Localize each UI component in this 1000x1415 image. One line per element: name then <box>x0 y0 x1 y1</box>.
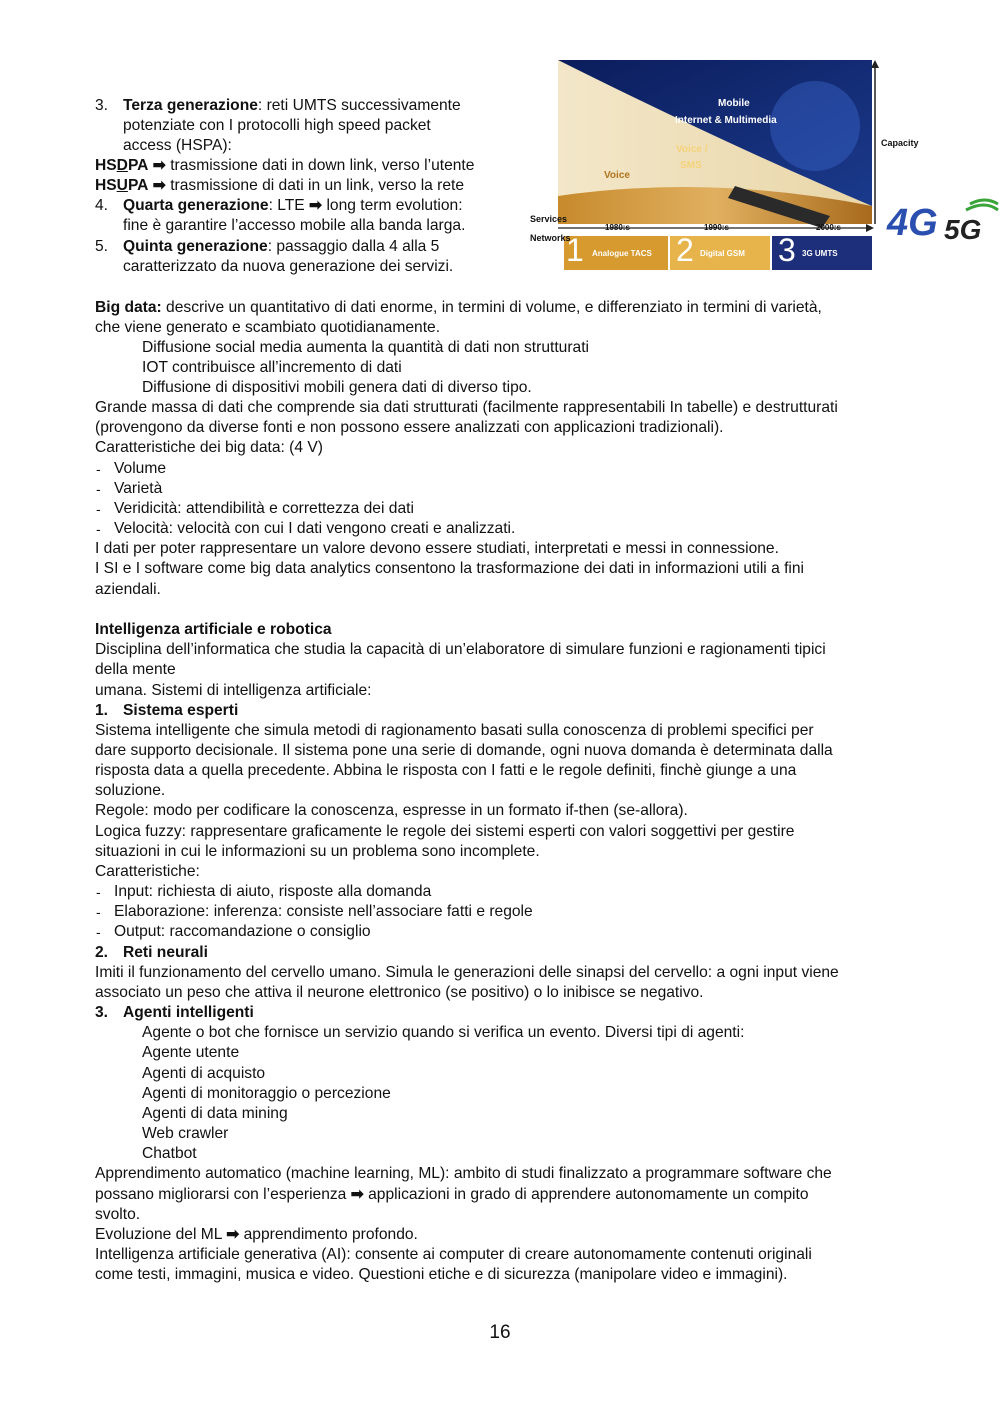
label-voice-sms-2: SMS <box>680 160 702 171</box>
label-1980s: 1980:s <box>605 223 630 232</box>
hsdpa-text: trasmissione dati in down link, verso l’utente <box>170 157 475 174</box>
bigdata-line6: Grande massa di dati che comprende sia dati strutturati (facilmente rappresentabili In tabelle) e destrutturati <box>95 399 838 416</box>
s1-c1: Input: richiesta di aiuto, risposte alla domanda <box>114 883 432 900</box>
s1-c3: Output: raccomandazione o consiglio <box>114 923 371 940</box>
logo-4g: 4G <box>887 202 938 244</box>
s1-c2: Elaborazione: inferenza: consiste nell’associare fatti e regole <box>114 903 533 920</box>
bigdata-v1: Volume <box>114 460 167 477</box>
label-voice: Voice <box>604 170 630 181</box>
hsupa-text: trasmissione di dati in un link, verso la rete <box>170 177 465 194</box>
item5-content: Quinta generazione: passaggio dalla 4 alla 5 <box>123 238 440 255</box>
s2-line1: Imiti il funzionamento del cervello umano. Simula le generazioni delle sinapsi del cervello: a ogni input viene <box>95 964 839 981</box>
bigdata-title: Big data: <box>95 299 162 316</box>
label-internet-multimedia: Internet & Multimedia <box>675 115 777 126</box>
bigdata-line2: che viene generato e scambiato quotidianamente. <box>95 319 441 336</box>
agents-line4: Agenti di monitoraggio o percezione <box>142 1085 391 1102</box>
ai-line1: Disciplina dell’informatica che studia la capacità di un’elaboratore di simulare funzioni e ragionamenti tipici <box>95 641 826 658</box>
label-mobile: Mobile <box>718 98 750 109</box>
agents-line3: Agenti di acquisto <box>142 1065 266 1082</box>
logo-5g: 5G <box>944 214 982 245</box>
item3-content <box>123 96 461 116</box>
label-voice-sms-1: Voice / <box>676 144 708 155</box>
ml-line1: Apprendimento automatico (machine learning, ML): ambito di studi finalizzato a programmare software che <box>95 1165 832 1182</box>
ml-line4: Evoluzione del ML ➡ apprendimento profondo. <box>95 1226 418 1243</box>
item3-number: 3. <box>95 97 109 114</box>
section-1-title: Sistema esperti <box>123 702 239 719</box>
page-number: 16 <box>489 1322 511 1343</box>
item5-title: Quinta generazione <box>123 238 268 255</box>
bigdata-line3: Diffusione social media aumenta la quantità di dati non strutturati <box>142 339 589 356</box>
item3-title: Terza generazione <box>123 97 258 114</box>
hsupa-line <box>95 176 464 196</box>
genai-line2: come testi, immagini, musica e video. Questioni etiche e di sicurezza (manipolare video e immagini). <box>95 1266 788 1283</box>
section-2-title: Reti neurali <box>123 944 208 961</box>
s2-line2: associato un peso che attiva il neurone elettronico (se positivo) o lo inibisce se negativo. <box>95 984 704 1001</box>
dash-bullet: - <box>96 461 101 477</box>
agents-line7: Chatbot <box>142 1145 197 1162</box>
agents-line5: Agenti di data mining <box>142 1105 288 1122</box>
bigdata-line4: IOT contribuisce all’incremento di dati <box>142 359 402 376</box>
bigdata-line10: I SI e I software come big data analytics consentono la trasformazione dei dati in informazioni utili a fini <box>95 560 805 577</box>
label-capacity: Capacity <box>881 138 919 148</box>
arrow-icon: ➡ <box>152 177 166 194</box>
label-1990s: 1990:s <box>704 223 729 232</box>
generation-2-number: 2 <box>676 232 694 268</box>
item5-line1 <box>95 237 440 257</box>
s1-line5: Regole: modo per codificare la conoscenza, espresse in un formato if-then (se-allora). <box>95 802 688 819</box>
bigdata-v2: Varietà <box>114 480 163 497</box>
section-3-heading: 3. Agenti intelligenti <box>95 1004 254 1021</box>
item3-line3: access (HSPA): <box>123 137 232 154</box>
hsupa-acronym: HSUPA <box>95 177 149 194</box>
agents-line1: Agente o bot che fornisce un servizio quando si verifica un evento. Diversi tipi di agenti: <box>142 1024 745 1041</box>
label-networks: Networks <box>530 233 571 243</box>
bigdata-line7: (provengono da diverse fonti e non possono essere analizzati con applicazioni tradizionali). <box>95 419 724 436</box>
s1-line3: risposta data a quella precedente. Abbina le risposta con I fatti e le regole definiti, finchè giunge a una <box>95 762 797 779</box>
bigdata-line9: I dati per poter rappresentare un valore devono essere studiati, interpretati e messi in connessione. <box>95 540 779 557</box>
item5-line2: caratterizzato da nuova generazione dei servizi. <box>123 258 454 275</box>
dash-bullet: - <box>96 501 101 517</box>
item3-text: : reti UMTS successivamente <box>257 97 461 114</box>
arrow-icon: ➡ <box>226 1226 240 1243</box>
genai-line1: Intelligenza artificiale generativa (AI): consente ai computer di creare autonomamente contenuti originali <box>95 1246 812 1263</box>
section-1-heading: 1. Sistema esperti <box>95 702 239 719</box>
bigdata-line8: Caratteristiche dei big data: (4 V) <box>95 439 323 456</box>
dash-bullet: - <box>96 924 101 940</box>
s1-line7: situazioni in cui le informazioni su un problema sono incomplete. <box>95 843 540 860</box>
generation-1-label: Analogue TACS <box>592 249 652 258</box>
ai-line3: umana. Sistemi di intelligenza artificiale: <box>95 682 372 699</box>
bigdata-line5: Diffusione di dispositivi mobili genera dati di diverso tipo. <box>142 379 532 396</box>
arrow-icon: ➡ <box>152 157 166 174</box>
bigdata-line1: Big data: descrive un quantitativo di dati enorme, in termini di volume, e differenziato in termini di varietà, <box>95 299 822 316</box>
dash-bullet: - <box>96 904 101 920</box>
ai-line2: della mente <box>95 661 176 678</box>
ml-line3: svolto. <box>95 1206 141 1223</box>
item5-number: 5. <box>95 238 109 255</box>
bigdata-v4: Velocità: velocità con cui I dati vengono creati e analizzati. <box>114 520 516 537</box>
arrow-icon: ➡ <box>309 197 323 214</box>
arrow-icon: ➡ <box>350 1186 364 1203</box>
item4-line1 <box>95 196 463 216</box>
section-3-title: Agenti intelligenti <box>123 1004 254 1021</box>
item4-content: Quarta generazione: LTE ➡ long term evolution: <box>123 197 463 214</box>
s1-line8: Caratteristiche: <box>95 863 200 880</box>
item4-number: 4. <box>95 197 109 214</box>
generation-3-number: 3 <box>778 232 796 268</box>
bigdata-line11: aziendali. <box>95 581 161 598</box>
ai-title: Intelligenza artificiale e robotica <box>95 621 332 638</box>
item4-title: Quarta generazione <box>123 197 269 214</box>
item4-line2: fine è garantire l’accesso mobile alla banda larga. <box>123 217 466 234</box>
agents-line2: Agente utente <box>142 1044 240 1061</box>
section-2-heading: 2. Reti neurali <box>95 944 208 961</box>
generation-1-number: 1 <box>566 232 584 268</box>
mobile-generations-figure <box>530 56 1000 274</box>
label-services: Services <box>530 214 568 224</box>
generation-2-label: Digital GSM <box>700 249 745 258</box>
item3-line2: potenziate con I protocolli high speed packet <box>123 117 431 134</box>
s1-line1: Sistema intelligente che simula metodi di ragionamento basati sulla conoscenza di problemi specifici per <box>95 722 814 739</box>
dash-bullet: - <box>96 481 101 497</box>
hsdpa-acronym: HSDPA <box>95 157 149 174</box>
item3-line1 <box>95 96 461 116</box>
s1-line4: soluzione. <box>95 782 166 799</box>
agents-line6: Web crawler <box>142 1125 229 1142</box>
dash-bullet: - <box>96 521 101 537</box>
bigdata-v3: Veridicità: attendibilità e correttezza dei dati <box>114 500 414 517</box>
ml-line2: possano migliorarsi con l’esperienza ➡ applicazioni in grado di apprendere autonomamente un compito <box>95 1186 809 1203</box>
hsdpa-line <box>95 156 474 176</box>
generation-3-label: 3G UMTS <box>802 249 838 258</box>
dash-bullet: - <box>96 884 101 900</box>
label-2000s: 2000:s <box>816 223 841 232</box>
s1-line6: Logica fuzzy: rappresentare graficamente le regole dei sistemi esperti con valori soggettivi per gestire <box>95 823 795 840</box>
s1-line2: dare supporto decisionale. Il sistema pone una serie di domande, ogni nuova domanda è determinata dalla <box>95 742 833 759</box>
